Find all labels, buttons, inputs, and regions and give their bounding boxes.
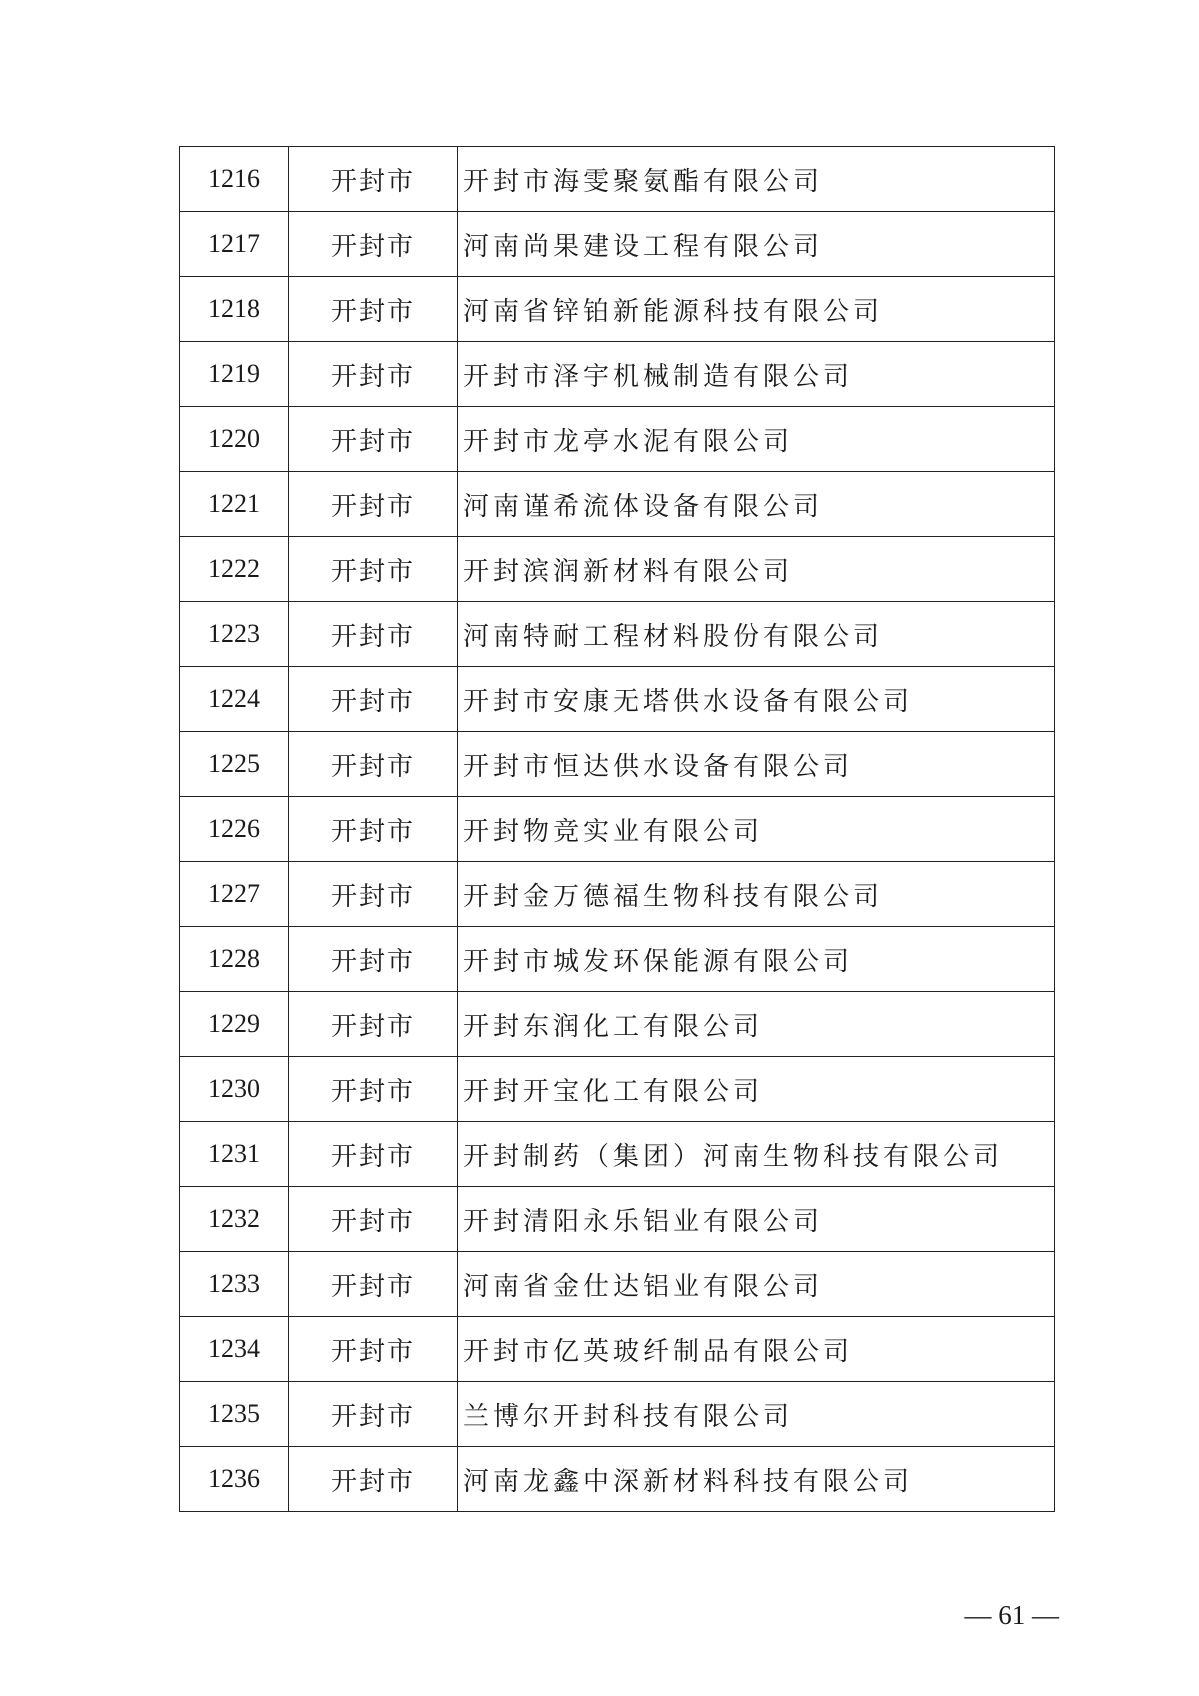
company-name-cell: 开封市亿英玻纤制品有限公司: [458, 1317, 1055, 1382]
city-cell: 开封市: [289, 1057, 458, 1122]
company-name-cell: 河南尚果建设工程有限公司: [458, 212, 1055, 277]
table-row: [180, 797, 1055, 862]
city-cell: 开封市: [289, 1382, 458, 1447]
city-cell: 开封市: [289, 537, 458, 602]
table-row: [180, 537, 1055, 602]
table-row: [180, 1382, 1055, 1447]
city-cell: 开封市: [289, 1447, 458, 1512]
row-number-cell: 1225: [180, 732, 289, 797]
company-name-cell: 开封市泽宇机械制造有限公司: [458, 342, 1055, 407]
table-row: [180, 992, 1055, 1057]
table-row: [180, 147, 1055, 212]
table-row: [180, 342, 1055, 407]
city-cell: 开封市: [289, 277, 458, 342]
row-number-cell: 1218: [180, 277, 289, 342]
company-name-cell: 开封制药（集团）河南生物科技有限公司: [458, 1122, 1055, 1187]
city-cell: 开封市: [289, 1122, 458, 1187]
company-list-table: [179, 146, 1055, 1512]
row-number-cell: 1220: [180, 407, 289, 472]
row-number-cell: 1236: [180, 1447, 289, 1512]
row-number-cell: 1228: [180, 927, 289, 992]
table-row: [180, 667, 1055, 732]
page-number: — 61 —: [964, 1600, 1059, 1630]
company-name-cell: 河南龙鑫中深新材料科技有限公司: [458, 1447, 1055, 1512]
table-row: [180, 732, 1055, 797]
city-cell: 开封市: [289, 1317, 458, 1382]
table-row: [180, 1187, 1055, 1252]
row-number-cell: 1216: [180, 147, 289, 212]
city-cell: 开封市: [289, 602, 458, 667]
row-number-cell: 1231: [180, 1122, 289, 1187]
company-name-cell: 兰博尔开封科技有限公司: [458, 1382, 1055, 1447]
table-body: [180, 147, 1055, 1512]
table-row: [180, 1252, 1055, 1317]
company-name-cell: 河南省锌铂新能源科技有限公司: [458, 277, 1055, 342]
table-row: [180, 277, 1055, 342]
company-name-cell: 开封东润化工有限公司: [458, 992, 1055, 1057]
city-cell: 开封市: [289, 1252, 458, 1317]
company-name-cell: 开封清阳永乐铝业有限公司: [458, 1187, 1055, 1252]
company-name-cell: 开封开宝化工有限公司: [458, 1057, 1055, 1122]
row-number-cell: 1224: [180, 667, 289, 732]
company-name-cell: 开封市恒达供水设备有限公司: [458, 732, 1055, 797]
row-number-cell: 1221: [180, 472, 289, 537]
company-name-cell: 河南谨希流体设备有限公司: [458, 472, 1055, 537]
table-row: [180, 1057, 1055, 1122]
company-name-cell: 开封物竞实业有限公司: [458, 797, 1055, 862]
company-name-cell: 开封市城发环保能源有限公司: [458, 927, 1055, 992]
city-cell: 开封市: [289, 407, 458, 472]
company-name-cell: 开封滨润新材料有限公司: [458, 537, 1055, 602]
row-number-cell: 1233: [180, 1252, 289, 1317]
city-cell: 开封市: [289, 212, 458, 277]
table-row: [180, 407, 1055, 472]
table-row: [180, 602, 1055, 667]
city-cell: 开封市: [289, 1187, 458, 1252]
company-name-cell: 河南特耐工程材料股份有限公司: [458, 602, 1055, 667]
table-row: [180, 1317, 1055, 1382]
row-number-cell: 1230: [180, 1057, 289, 1122]
row-number-cell: 1234: [180, 1317, 289, 1382]
table-row: [180, 212, 1055, 277]
company-name-cell: 河南省金仕达铝业有限公司: [458, 1252, 1055, 1317]
city-cell: 开封市: [289, 147, 458, 212]
table-row: [180, 927, 1055, 992]
city-cell: 开封市: [289, 472, 458, 537]
city-cell: 开封市: [289, 927, 458, 992]
row-number-cell: 1222: [180, 537, 289, 602]
table-row: [180, 862, 1055, 927]
row-number-cell: 1226: [180, 797, 289, 862]
table-row: [180, 1122, 1055, 1187]
city-cell: 开封市: [289, 342, 458, 407]
city-cell: 开封市: [289, 667, 458, 732]
company-name-cell: 开封市海雯聚氨酯有限公司: [458, 147, 1055, 212]
row-number-cell: 1227: [180, 862, 289, 927]
row-number-cell: 1223: [180, 602, 289, 667]
company-name-cell: 开封市龙亭水泥有限公司: [458, 407, 1055, 472]
company-name-cell: 开封金万德福生物科技有限公司: [458, 862, 1055, 927]
table-row: [180, 1447, 1055, 1512]
city-cell: 开封市: [289, 992, 458, 1057]
row-number-cell: 1229: [180, 992, 289, 1057]
table-row: [180, 472, 1055, 537]
city-cell: 开封市: [289, 862, 458, 927]
row-number-cell: 1219: [180, 342, 289, 407]
row-number-cell: 1217: [180, 212, 289, 277]
city-cell: 开封市: [289, 732, 458, 797]
city-cell: 开封市: [289, 797, 458, 862]
row-number-cell: 1232: [180, 1187, 289, 1252]
company-name-cell: 开封市安康无塔供水设备有限公司: [458, 667, 1055, 732]
row-number-cell: 1235: [180, 1382, 289, 1447]
